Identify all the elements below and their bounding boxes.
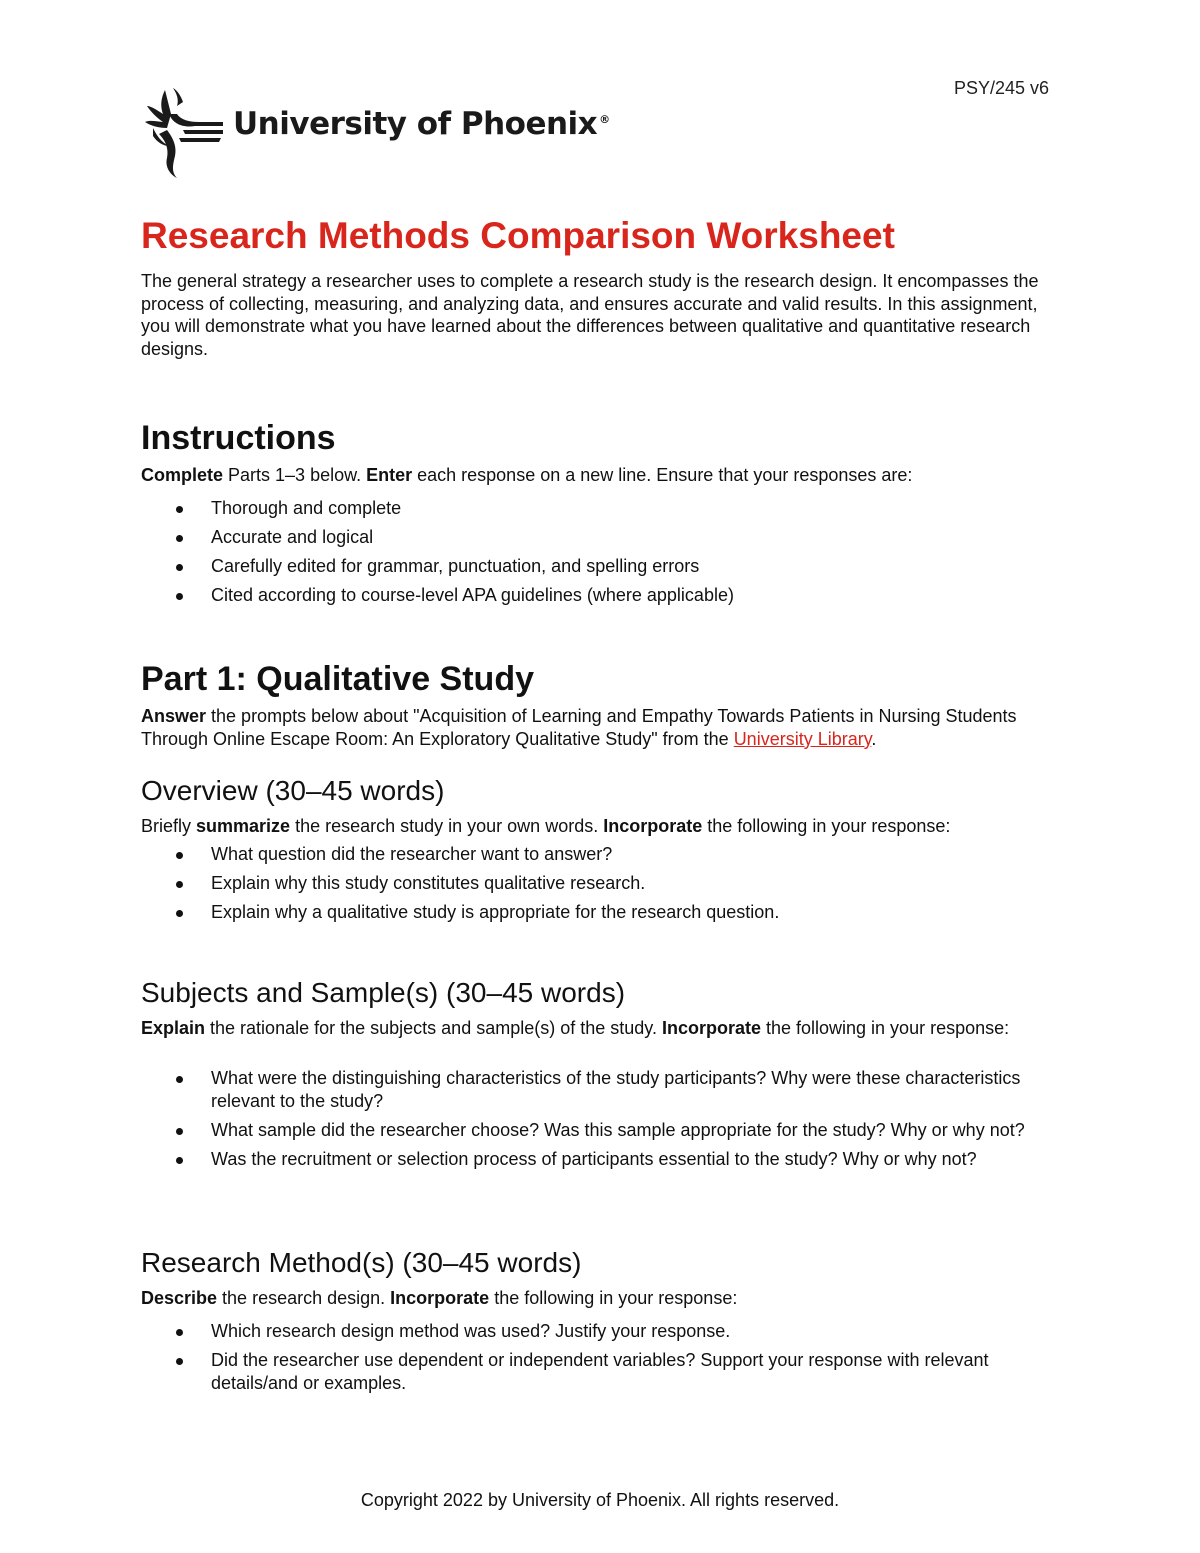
list-item: Carefully edited for grammar, punctuation, and spelling errors (141, 555, 1066, 578)
bullet-icon (176, 1128, 183, 1135)
bullet-icon (176, 1329, 183, 1336)
list-item: Thorough and complete (141, 497, 1066, 520)
instructions-list (141, 497, 1066, 607)
list-item: Did the researcher use dependent or independent variables? Support your response with relevant details/and or examples. (141, 1349, 1066, 1394)
university-library-link[interactable]: University Library (733, 728, 872, 749)
subjects-list (141, 1067, 1066, 1170)
instructions-heading: Instructions (141, 419, 336, 457)
methods-heading: Research Method(s) (30–45 words) (141, 1247, 582, 1278)
subjects-lead: Explain the rationale for the subjects and sample(s) of the study. Incorporate the following in your response: (141, 1018, 1010, 1038)
list-item: Which research design method was used? Justify your response. (141, 1320, 1066, 1343)
bullet-icon (176, 910, 183, 917)
overview-heading: Overview (30–45 words) (141, 775, 445, 806)
subjects-heading: Subjects and Sample(s) (30–45 words) (141, 977, 626, 1008)
list-item: What were the distinguishing characteristics of the study participants? Why were these characteristics relevant to the study? (141, 1067, 1066, 1112)
list-item: Explain why a qualitative study is appropriate for the research question. (141, 901, 1066, 924)
bullet-icon (176, 593, 183, 600)
bullet-icon (176, 1076, 183, 1083)
copyright-footer: Copyright 2022 by University of Phoenix. All rights reserved. (360, 1490, 840, 1510)
instructions-lead: Complete Parts 1–3 below. Enter each response on a new line. Ensure that your responses are: (141, 465, 913, 485)
methods-list (141, 1320, 1066, 1394)
bullet-icon (176, 881, 183, 888)
list-item: What question did the researcher want to answer? (141, 843, 1066, 866)
list-item: Accurate and logical (141, 526, 1066, 549)
list-item: Explain why this study constitutes qualitative research. (141, 872, 1066, 895)
page-title: Research Methods Comparison Worksheet (141, 215, 895, 256)
list-item: Cited according to course-level APA guidelines (where applicable) (141, 584, 1066, 607)
part1-heading: Part 1: Qualitative Study (141, 660, 534, 698)
logo-wordmark: University of Phoenix ® (233, 106, 610, 142)
methods-lead: Describe the research design. Incorporate the following in your response: (141, 1288, 738, 1308)
bullet-icon (176, 564, 183, 571)
part1-lead: Answer the prompts below about "Acquisition of Learning and Empathy Towards Patients in Nursing Students Through Online Escape Room: An Exploratory Qualitative Study" from the University Library. (141, 706, 1017, 749)
bullet-icon (176, 506, 183, 513)
bullet-icon (176, 1358, 183, 1365)
bullet-icon (176, 852, 183, 859)
overview-lead: Briefly summarize the research study in your own words. Incorporate the following in your response: (141, 816, 951, 836)
university-logo (143, 84, 610, 180)
list-item: What sample did the researcher choose? Was this sample appropriate for the study? Why or why not? (141, 1119, 1066, 1142)
course-code: PSY/245 v6 (954, 78, 1050, 98)
overview-list (141, 843, 1066, 924)
intro-paragraph: The general strategy a researcher uses to complete a research study is the research design. It encompasses the process of collecting, measuring, and analyzing data, and ensures accurate and valid results. In this assignment, you will demonstrate what you have learned about the differences between qualitative and quantitative research designs. (141, 271, 1039, 359)
bullet-icon (176, 1157, 183, 1164)
list-item: Was the recruitment or selection process of participants essential to the study? Why or why not? (141, 1148, 1066, 1171)
bullet-icon (176, 535, 183, 542)
phoenix-bird-icon (143, 84, 223, 180)
